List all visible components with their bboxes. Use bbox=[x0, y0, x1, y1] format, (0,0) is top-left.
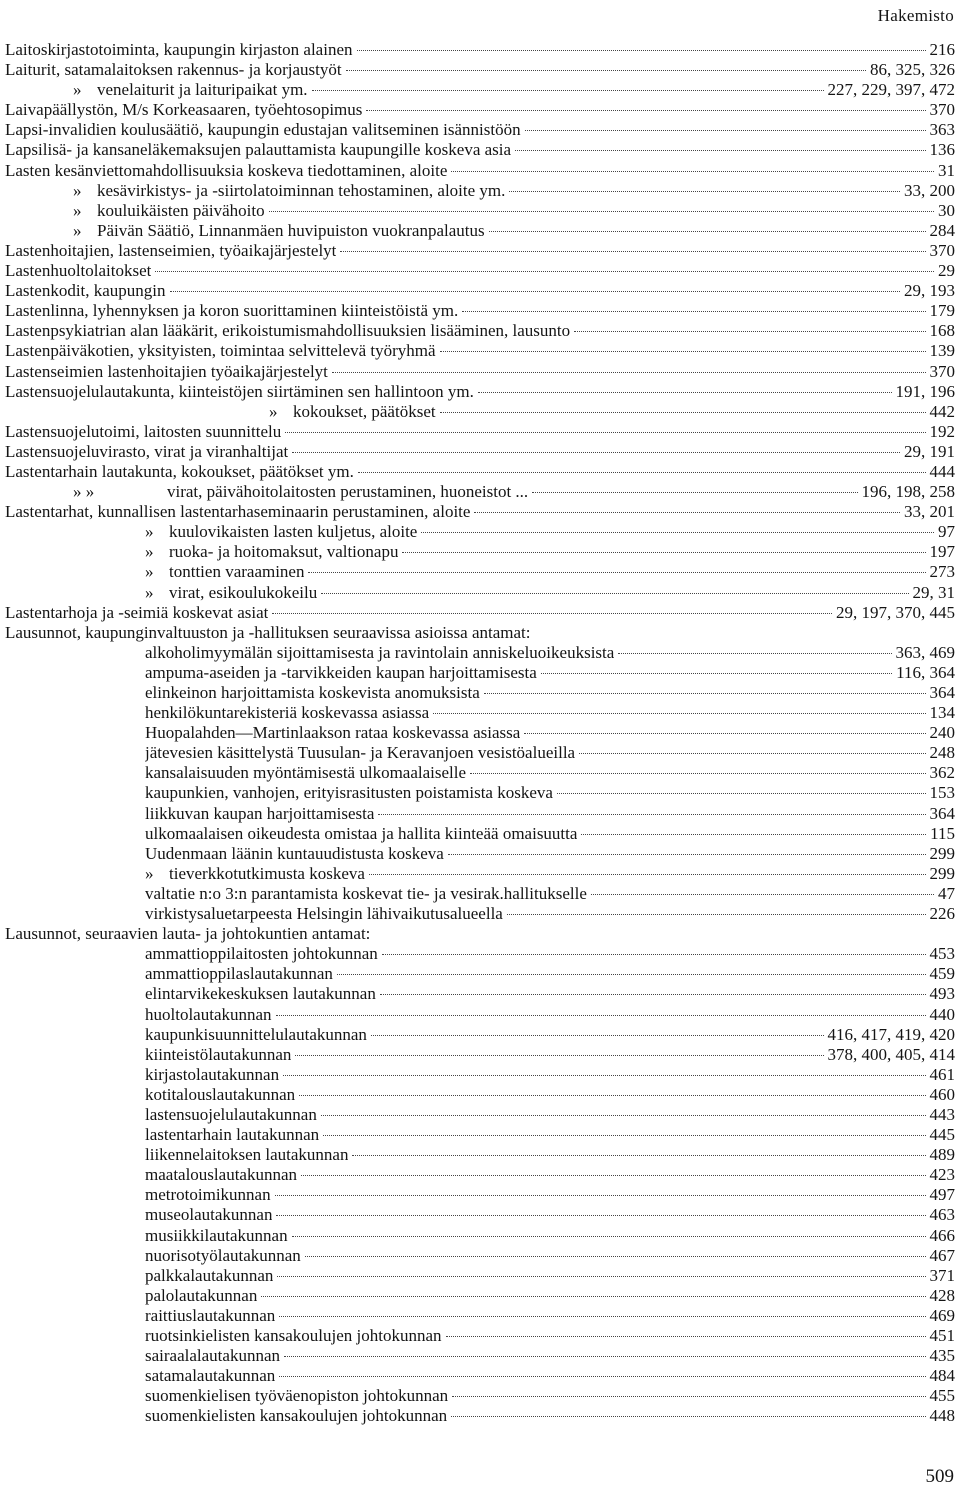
leader-dots bbox=[321, 593, 908, 594]
leader-dots bbox=[525, 130, 926, 131]
index-entry bbox=[5, 1085, 955, 1105]
index-entry bbox=[5, 1045, 955, 1065]
entry-pages: 248 bbox=[929, 743, 955, 763]
leader-dots bbox=[285, 432, 925, 433]
entry-text: palolautakunnan bbox=[145, 1285, 258, 1305]
entry-text: ruoka- ja hoitomaksut, valtionapu bbox=[169, 542, 399, 562]
ditto-mark: » bbox=[145, 582, 154, 602]
leader-dots bbox=[276, 1015, 926, 1016]
index-entry bbox=[5, 1326, 955, 1346]
ditto-mark: » » bbox=[73, 482, 95, 502]
leader-dots bbox=[524, 733, 925, 734]
leader-dots bbox=[272, 613, 832, 614]
leader-dots bbox=[308, 572, 925, 573]
entry-text: ammattioppilaslautakunnan bbox=[145, 964, 333, 984]
entry-text: Laivapäällystön, M/s Korkeasaaren, työehtosopimus bbox=[5, 100, 363, 120]
entry-text: Lastensuojelulautakunta, kiinteistöjen siirtäminen sen hallintoon ym. bbox=[5, 381, 474, 401]
leader-dots bbox=[301, 1175, 925, 1176]
entry-pages: 168 bbox=[929, 321, 955, 341]
entry-text: liikennelaitoksen lautakunnan bbox=[145, 1145, 349, 1165]
index-entry bbox=[5, 783, 955, 803]
entry-text: lastentarhain lautakunnan bbox=[145, 1125, 320, 1145]
leader-dots bbox=[352, 1155, 925, 1156]
index-entry bbox=[5, 824, 955, 844]
leader-dots bbox=[357, 50, 926, 51]
index-entry bbox=[5, 1226, 955, 1246]
entry-pages: 493 bbox=[929, 984, 955, 1004]
entry-pages: 192 bbox=[929, 421, 955, 441]
entry-text: venelaiturit ja laituripaikat ym. bbox=[97, 80, 308, 100]
index-entry bbox=[5, 281, 955, 301]
entry-text: henkilökuntarekisteriä koskevassa asiassa bbox=[145, 703, 430, 723]
entry-pages: 442 bbox=[929, 401, 955, 421]
entry-text: satamalautakunnan bbox=[145, 1366, 276, 1386]
index-entry bbox=[5, 100, 955, 120]
ditto-mark: » bbox=[145, 542, 154, 562]
index-entry bbox=[5, 301, 955, 321]
index-entry bbox=[5, 402, 955, 422]
leader-dots bbox=[440, 351, 926, 352]
ditto-mark: » bbox=[73, 220, 82, 240]
entry-pages: 197 bbox=[929, 542, 955, 562]
entry-pages: 497 bbox=[929, 1185, 955, 1205]
entry-text: Lastentarhoja ja -seimiä koskevat asiat bbox=[5, 602, 269, 622]
index-entry bbox=[5, 40, 955, 60]
leader-dots bbox=[478, 392, 892, 393]
leader-dots bbox=[541, 673, 892, 674]
index-entry bbox=[5, 1406, 955, 1426]
entry-pages: 134 bbox=[929, 703, 955, 723]
leader-dots bbox=[579, 753, 925, 754]
ditto-mark: » bbox=[73, 80, 82, 100]
ditto-mark: » bbox=[145, 522, 154, 542]
entry-pages: 196, 198, 258 bbox=[861, 482, 955, 502]
leader-dots bbox=[489, 231, 926, 232]
entry-text: kansalaisuuden myöntämisestä ulkomaalaiselle bbox=[145, 763, 467, 783]
entry-text: Lastenseimien lastenhoitajien työaikajärjestelyt bbox=[5, 361, 328, 381]
index-entry bbox=[5, 603, 955, 623]
entry-text: kaupunkisuunnittelulautakunnan bbox=[145, 1024, 367, 1044]
entry-text: Lausunnot, kaupunginvaltuuston ja -hallituksen seuraavissa asioissa antamat: bbox=[5, 622, 531, 642]
entry-pages: 370 bbox=[929, 361, 955, 381]
entry-pages: 216 bbox=[929, 40, 955, 59]
entry-text: jätevesien käsittelystä Tuusulan- ja Keravanjoen vesistöalueilla bbox=[145, 743, 576, 763]
entry-pages: 371 bbox=[929, 1265, 955, 1285]
index-entry bbox=[5, 422, 955, 442]
leader-dots bbox=[452, 1396, 925, 1397]
entry-text: virkistysaluetarpeesta Helsingin lähivaikutusalueella bbox=[145, 904, 503, 924]
entry-pages: 153 bbox=[929, 783, 955, 803]
entry-pages: 489 bbox=[929, 1145, 955, 1165]
entry-pages: 445 bbox=[929, 1125, 955, 1145]
entry-text: Laitoskirjastotoiminta, kaupungin kirjaston alainen bbox=[5, 40, 353, 59]
leader-dots bbox=[275, 1195, 926, 1196]
index-entry bbox=[5, 1025, 955, 1045]
index-entry bbox=[5, 743, 955, 763]
index-entry bbox=[5, 1185, 955, 1205]
entry-text: nuorisotyölautakunnan bbox=[145, 1245, 301, 1265]
entry-text: Laiturit, satamalaitoksen rakennus- ja korjaustyöt bbox=[5, 60, 342, 80]
index-entry bbox=[5, 944, 955, 964]
entry-pages: 116, 364 bbox=[896, 662, 955, 682]
entry-pages: 299 bbox=[929, 863, 955, 883]
index-entry bbox=[5, 904, 955, 924]
leader-dots bbox=[484, 693, 926, 694]
entry-text: elinkeinon harjoittamista koskevista anomuksista bbox=[145, 683, 480, 702]
entry-text: kesävirkistys- ja -siirtolatoiminnan tehostaminen, aloite ym. bbox=[97, 180, 506, 200]
entry-pages: 284 bbox=[929, 220, 955, 240]
entry-text: virat, päivähoitolaitosten perustaminen, huoneistot ... bbox=[167, 482, 529, 502]
entry-pages: 226 bbox=[929, 904, 955, 924]
entry-text: Lastenpäiväkotien, yksityisten, toimintaa selvittelevä työryhmä bbox=[5, 341, 436, 361]
entry-pages: 428 bbox=[929, 1285, 955, 1305]
index-entry bbox=[5, 1246, 955, 1266]
index-entry bbox=[5, 864, 955, 884]
index-entry bbox=[5, 1346, 955, 1366]
index-entry bbox=[5, 1005, 955, 1025]
index-entry bbox=[5, 1366, 955, 1386]
entry-text: Lastentarhain lautakunta, kokoukset, päätökset ym. bbox=[5, 461, 354, 481]
leader-dots bbox=[277, 1276, 925, 1277]
index-entry bbox=[5, 1065, 955, 1085]
index-entry bbox=[5, 60, 955, 80]
entry-text: kirjastolautakunnan bbox=[145, 1064, 280, 1084]
leader-dots bbox=[470, 773, 925, 774]
index-entry bbox=[5, 984, 955, 1004]
entry-text: palkkalautakunnan bbox=[145, 1265, 274, 1285]
entry-text: elintarvikekeskuksen lautakunnan bbox=[145, 984, 376, 1004]
leader-dots bbox=[574, 331, 925, 332]
entry-text: Lastenhuoltolaitokset bbox=[5, 261, 152, 281]
entry-pages: 29, 197, 370, 445 bbox=[836, 602, 955, 622]
leader-dots bbox=[369, 874, 926, 875]
leader-dots bbox=[323, 1135, 925, 1136]
index-entry bbox=[5, 1145, 955, 1165]
entry-text: musiikkilautakunnan bbox=[145, 1225, 288, 1245]
entry-pages: 370 bbox=[929, 100, 955, 120]
entry-pages: 33, 201 bbox=[904, 502, 955, 522]
entry-text: lastensuojelulautakunnan bbox=[145, 1104, 317, 1124]
index-entry bbox=[5, 1386, 955, 1406]
entry-pages: 440 bbox=[929, 1004, 955, 1024]
index-entry bbox=[5, 221, 955, 241]
leader-dots bbox=[337, 974, 926, 975]
leader-dots bbox=[170, 291, 900, 292]
entry-text: Päivän Säätiö, Linnanmäen huvipuiston vuokranpalautus bbox=[97, 220, 485, 240]
ditto-mark: » bbox=[145, 562, 154, 582]
index-entry bbox=[5, 1266, 955, 1286]
leader-dots bbox=[299, 1095, 925, 1096]
leader-dots bbox=[440, 412, 926, 413]
entry-pages: 364 bbox=[929, 683, 955, 702]
entry-text: Uudenmaan läänin kuntauudistusta koskeva bbox=[145, 843, 444, 863]
entry-text: huoltolautakunnan bbox=[145, 1004, 272, 1024]
entry-text: Huopalahden—Martinlaakson rataa koskevassa asiassa bbox=[145, 723, 521, 743]
leader-dots bbox=[276, 1215, 925, 1216]
entry-pages: 299 bbox=[929, 843, 955, 863]
index-entry bbox=[5, 562, 955, 582]
index-entry bbox=[5, 120, 955, 140]
entry-text: alkoholimyymälän sijoittamisesta ja ravintolain anniskeluoikeuksista bbox=[145, 642, 615, 662]
entry-pages: 136 bbox=[929, 140, 955, 160]
leader-dots bbox=[448, 854, 926, 855]
entry-pages: 469 bbox=[929, 1305, 955, 1325]
index-entry bbox=[5, 442, 955, 462]
entry-pages: 459 bbox=[929, 964, 955, 984]
leader-dots bbox=[279, 1316, 925, 1317]
index-entry bbox=[5, 884, 955, 904]
leader-dots bbox=[292, 452, 900, 453]
entry-text: Lapsilisä- ja kansaneläkemaksujen palauttamista kaupungille koskeva asia bbox=[5, 140, 512, 160]
entry-text: ammattioppilaitosten johtokunnan bbox=[145, 944, 378, 964]
ditto-mark: » bbox=[73, 180, 82, 200]
leader-dots bbox=[446, 1336, 926, 1337]
entry-pages: 435 bbox=[929, 1346, 955, 1366]
leader-dots bbox=[451, 171, 934, 172]
index-entry bbox=[5, 1125, 955, 1145]
index-entry bbox=[5, 703, 955, 723]
index-entry bbox=[5, 1306, 955, 1326]
entry-text: museolautakunnan bbox=[145, 1205, 273, 1225]
leader-dots bbox=[371, 1035, 824, 1036]
leader-dots bbox=[284, 1356, 926, 1357]
ditto-mark: » bbox=[145, 863, 154, 883]
index-entry bbox=[5, 763, 955, 783]
leader-dots bbox=[321, 1115, 926, 1116]
entry-pages: 29, 31 bbox=[912, 582, 955, 602]
entry-text: liikkuvan kaupan harjoittamisesta bbox=[145, 803, 375, 823]
entry-pages: 139 bbox=[929, 341, 955, 361]
entry-pages: 463 bbox=[929, 1205, 955, 1225]
entry-pages: 378, 400, 405, 414 bbox=[827, 1044, 955, 1064]
leader-dots bbox=[279, 1376, 925, 1377]
page-number: 509 bbox=[925, 1466, 954, 1487]
leader-dots bbox=[292, 1236, 926, 1237]
index-entry bbox=[5, 341, 955, 361]
index-entry bbox=[5, 542, 955, 562]
entry-pages: 29 bbox=[938, 261, 955, 281]
index-entry bbox=[5, 1286, 955, 1306]
index-entry bbox=[5, 462, 955, 482]
index-entry bbox=[5, 683, 955, 703]
leader-dots bbox=[507, 914, 926, 915]
entry-text: tieverkkotutkimusta koskeva bbox=[169, 863, 365, 883]
entry-pages: 423 bbox=[929, 1165, 955, 1185]
index-entry bbox=[5, 1205, 955, 1225]
leader-dots bbox=[305, 1256, 926, 1257]
index-entry bbox=[5, 663, 955, 683]
index-entry bbox=[5, 382, 955, 402]
leader-dots bbox=[269, 211, 934, 212]
index-entry bbox=[5, 201, 955, 221]
entry-text: Lastentarhat, kunnallisen lastentarhaseminaarin perustaminen, aloite bbox=[5, 502, 471, 522]
entry-pages: 115 bbox=[930, 823, 955, 843]
leader-dots bbox=[366, 110, 925, 111]
index-entry bbox=[5, 723, 955, 743]
entry-pages: 47 bbox=[938, 883, 955, 903]
entry-text: raittiuslautakunnan bbox=[145, 1305, 276, 1325]
running-header: Hakemisto bbox=[877, 6, 954, 25]
index-entry bbox=[5, 804, 955, 824]
entry-text: metrotoimikunnan bbox=[145, 1185, 271, 1205]
leader-dots bbox=[358, 472, 926, 473]
leader-dots bbox=[462, 311, 925, 312]
leader-dots bbox=[451, 1416, 925, 1417]
leader-dots bbox=[378, 814, 925, 815]
index-entry bbox=[5, 80, 955, 100]
leader-dots bbox=[433, 713, 925, 714]
entry-pages: 191, 196 bbox=[895, 381, 955, 401]
entry-text: Lastensuojeluvirasto, virat ja viranhaltijat bbox=[5, 441, 289, 461]
entry-pages: 363, 469 bbox=[895, 642, 955, 662]
entry-pages: 453 bbox=[929, 944, 955, 964]
leader-dots bbox=[346, 70, 866, 71]
entry-pages: 273 bbox=[929, 562, 955, 582]
entry-text: ampuma-aseiden ja -tarvikkeiden kaupan harjoittamisesta bbox=[145, 662, 537, 682]
entry-text: Lastenkodit, kaupungin bbox=[5, 281, 166, 301]
entry-text: Lastenpsykiatrian alan lääkärit, erikoistumismahdollisuuksien lisääminen, lausunto bbox=[5, 321, 571, 341]
entry-text: sairaalalautakunnan bbox=[145, 1346, 280, 1366]
leader-dots bbox=[421, 532, 934, 533]
index-entry bbox=[5, 181, 955, 201]
entry-text: kouluikäisten päivähoito bbox=[97, 200, 265, 220]
entry-text: Lasten kesänviettomahdollisuuksia koskeva tiedottaminen, aloite bbox=[5, 160, 448, 180]
entry-pages: 461 bbox=[929, 1064, 955, 1084]
index-entry bbox=[5, 1105, 955, 1125]
entry-pages: 362 bbox=[929, 763, 955, 783]
entry-text: ruotsinkielisten kansakoulujen johtokunnan bbox=[145, 1326, 442, 1345]
index-entry bbox=[5, 241, 955, 261]
leader-dots bbox=[515, 150, 925, 151]
entry-pages: 240 bbox=[929, 723, 955, 743]
entry-pages: 363 bbox=[929, 120, 955, 140]
entry-pages: 179 bbox=[929, 301, 955, 321]
entry-pages: 448 bbox=[929, 1406, 955, 1426]
entry-text: Lausunnot, seuraavien lauta- ja johtokuntien antamat: bbox=[5, 924, 371, 944]
entry-text: Lastensuojelutoimi, laitosten suunnittelu bbox=[5, 421, 282, 441]
leader-dots bbox=[295, 1055, 823, 1056]
leader-dots bbox=[557, 793, 926, 794]
index-entry bbox=[5, 321, 955, 341]
leader-dots bbox=[283, 1075, 925, 1076]
index-entry bbox=[5, 522, 955, 542]
leader-dots bbox=[618, 653, 891, 654]
leader-dots bbox=[312, 90, 824, 91]
entry-pages: 370 bbox=[929, 240, 955, 260]
entry-pages: 29, 191 bbox=[904, 441, 955, 461]
entry-pages: 416, 417, 419, 420 bbox=[827, 1024, 955, 1044]
entry-pages: 227, 229, 397, 472 bbox=[827, 80, 955, 100]
entry-text: Lastenlinna, lyhennyksen ja koron suorittaminen kiinteistöistä ym. bbox=[5, 301, 459, 321]
index-entry bbox=[5, 583, 955, 603]
leader-dots bbox=[380, 994, 926, 995]
leader-dots bbox=[474, 512, 900, 513]
entry-pages: 467 bbox=[929, 1245, 955, 1265]
leader-dots bbox=[532, 492, 857, 493]
entry-pages: 30 bbox=[938, 200, 955, 220]
leader-dots bbox=[382, 954, 926, 955]
entry-pages: 33, 200 bbox=[904, 180, 955, 200]
entry-pages: 364 bbox=[929, 803, 955, 823]
entry-pages: 444 bbox=[929, 461, 955, 481]
leader-dots bbox=[509, 191, 900, 192]
entry-pages: 484 bbox=[929, 1366, 955, 1386]
entry-text: kokoukset, päätökset bbox=[293, 401, 436, 421]
entry-pages: 31 bbox=[938, 160, 955, 180]
index-entry bbox=[5, 482, 955, 502]
entry-pages: 443 bbox=[929, 1104, 955, 1124]
index-entry bbox=[5, 844, 955, 864]
ditto-mark: » bbox=[73, 200, 82, 220]
entry-pages: 460 bbox=[929, 1084, 955, 1104]
leader-dots bbox=[581, 834, 926, 835]
index-entry bbox=[5, 643, 955, 663]
leader-dots bbox=[340, 251, 925, 252]
index-entry bbox=[5, 362, 955, 382]
entry-text: tonttien varaaminen bbox=[169, 562, 305, 582]
index-entry bbox=[5, 1165, 955, 1185]
entry-text: ulkomaalaisen oikeudesta omistaa ja hallita kiinteää omaisuutta bbox=[145, 823, 578, 843]
entry-pages: 29, 193 bbox=[904, 281, 955, 301]
leader-dots bbox=[332, 372, 926, 373]
index-entry bbox=[5, 161, 955, 181]
entry-text: kaupunkien, vanhojen, erityisrasitusten poistamista koskeva bbox=[145, 783, 553, 803]
entry-text: Lastenhoitajien, lastenseimien, työaikajärjestelyt bbox=[5, 240, 337, 260]
entry-text: valtatie n:o 3:n parantamista koskevat tie- ja vesirak.hallitukselle bbox=[145, 883, 587, 903]
entry-text: kiinteistölautakunnan bbox=[145, 1044, 292, 1064]
index-entry bbox=[5, 261, 955, 281]
entry-pages: 97 bbox=[938, 522, 955, 542]
leader-dots bbox=[261, 1296, 925, 1297]
leader-dots bbox=[402, 552, 925, 553]
entry-pages: 466 bbox=[929, 1225, 955, 1245]
leader-dots bbox=[591, 894, 934, 895]
entry-text: kotitalouslautakunnan bbox=[145, 1084, 296, 1104]
index-entry bbox=[5, 502, 955, 522]
entry-text: virat, esikoulukokeilu bbox=[169, 582, 318, 602]
leader-dots bbox=[155, 271, 934, 272]
entry-text: Lapsi-invalidien koulusäätiö, kaupungin edustajan valitseminen isännistöön bbox=[5, 120, 521, 140]
index-entry bbox=[5, 924, 955, 944]
entry-text: suomenkielisen työväenopiston johtokunnan bbox=[145, 1386, 449, 1406]
entry-text: kuulovikaisten lasten kuljetus, aloite bbox=[169, 522, 418, 542]
index-entry bbox=[5, 140, 955, 160]
ditto-mark: » bbox=[269, 401, 278, 421]
index-entry bbox=[5, 964, 955, 984]
entry-pages: 451 bbox=[929, 1326, 955, 1345]
entry-text: maatalouslautakunnan bbox=[145, 1165, 298, 1185]
entry-pages: 86, 325, 326 bbox=[870, 60, 955, 80]
index-entry bbox=[5, 623, 955, 643]
entry-text: suomenkielisten kansakoulujen johtokunnan bbox=[145, 1406, 448, 1426]
index-list bbox=[5, 40, 955, 1426]
entry-pages: 455 bbox=[929, 1386, 955, 1406]
